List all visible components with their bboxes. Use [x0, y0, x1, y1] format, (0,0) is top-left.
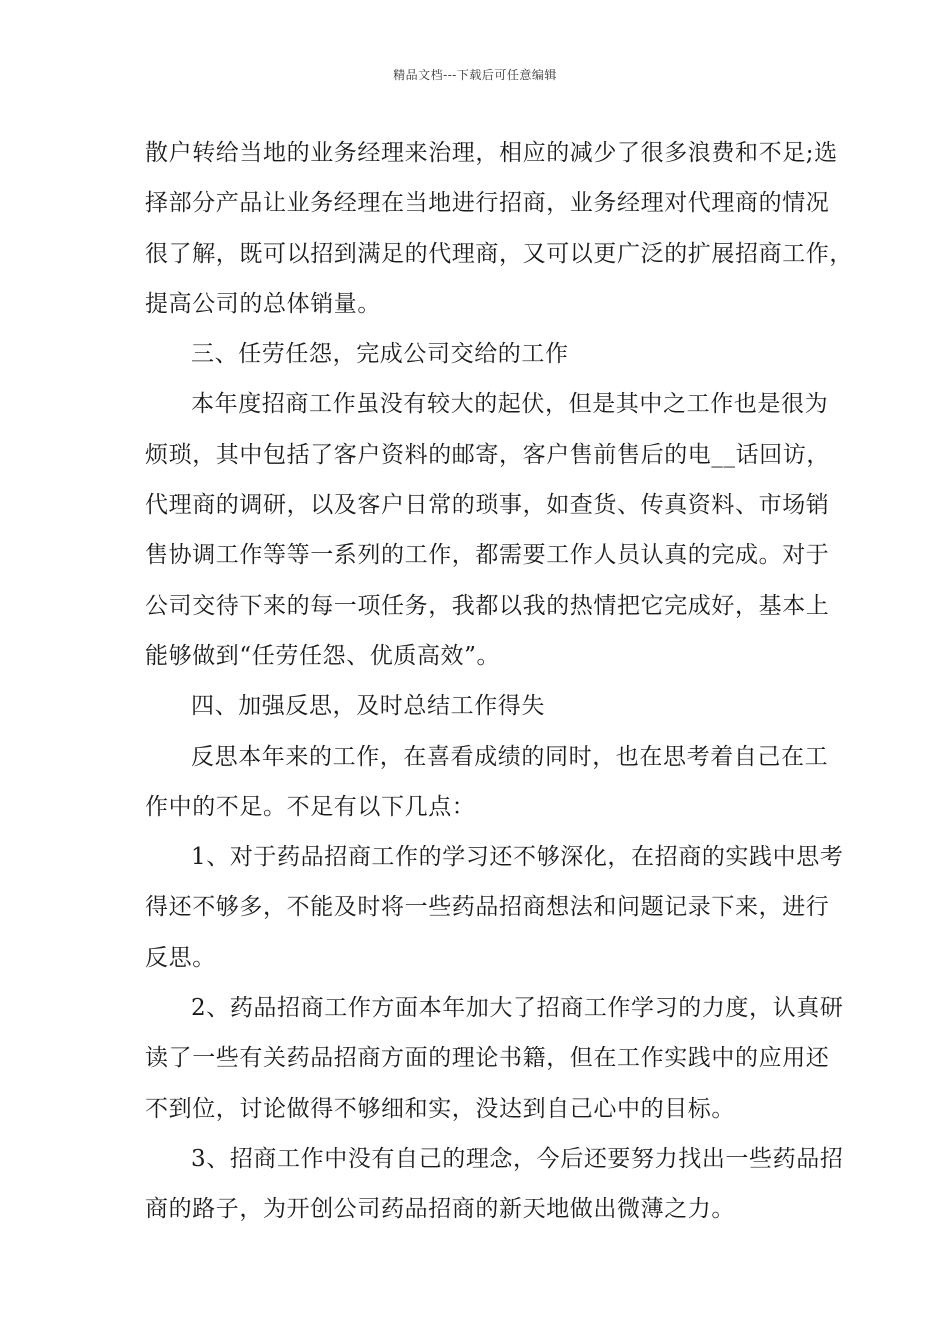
text-line: 本年度招商工作虽没有较大的起伏，但是其中之工作也是很为 [191, 391, 829, 418]
text-line: 商的路子，为开创公司药品招商的新天地做出微薄之力。 [145, 1196, 735, 1223]
text-line: 作中的不足。不足有以下几点： [145, 793, 476, 820]
text-line: 读了一些有关药品招商方面的理论书籍，但在工作实践中的应用还 [145, 1045, 830, 1072]
section-heading: 三、任劳任怨，完成公司交给的工作 [191, 341, 569, 368]
text-line: 反思本年来的工作，在喜看成绩的同时，也在思考着自己在工 [191, 743, 829, 770]
text-line: 烦琐，其中包括了客户资料的邮寄，客户售前售后的电__话回访， [145, 441, 830, 468]
list-item: 3、招商工作中没有自己的理念，今后还要努力找出一些药品招 [191, 1145, 844, 1172]
text-line: 代理商的调研，以及客户日常的琐事，如查货、传真资料、市场销 [145, 492, 830, 519]
document-body [145, 128, 853, 1235]
text-line: 反思。 [145, 944, 216, 971]
text-line: 能够做到“任劳任怨、优质高效”。 [145, 642, 501, 669]
text-line: 很了解，既可以招到满足的代理商，又可以更广泛的扩展招商工作， [145, 240, 853, 267]
text-line: 公司交待下来的每一项任务，我都以我的热情把它完成好，基本上 [145, 592, 830, 619]
list-item: 2、药品招商工作方面本年加大了招商工作学习的力度，认真研 [191, 995, 844, 1022]
text-line: 择部分产品让业务经理在当地进行招商，业务经理对代理商的情况 [145, 190, 830, 217]
section-heading: 四、加强反思，及时总结工作得失 [191, 693, 545, 720]
page-header: 精品文档---下载后可任意编辑 [393, 68, 557, 82]
text-line: 得还不够多，不能及时将一些药品招商想法和问题记录下来，进行 [145, 894, 830, 921]
text-line: 散户转给当地的业务经理来治理，相应的减少了很多浪费和不足;选 [145, 140, 838, 166]
text-line: 不到位，讨论做得不够细和实，没达到自己心中的目标。 [145, 1095, 735, 1122]
text-line: 提高公司的总体销量。 [145, 290, 381, 317]
text-line: 售协调工作等等一系列的工作，都需要工作人员认真的完成。对于 [145, 542, 830, 569]
list-item: 1、对于药品招商工作的学习还不够深化，在招商的实践中思考 [191, 844, 844, 871]
